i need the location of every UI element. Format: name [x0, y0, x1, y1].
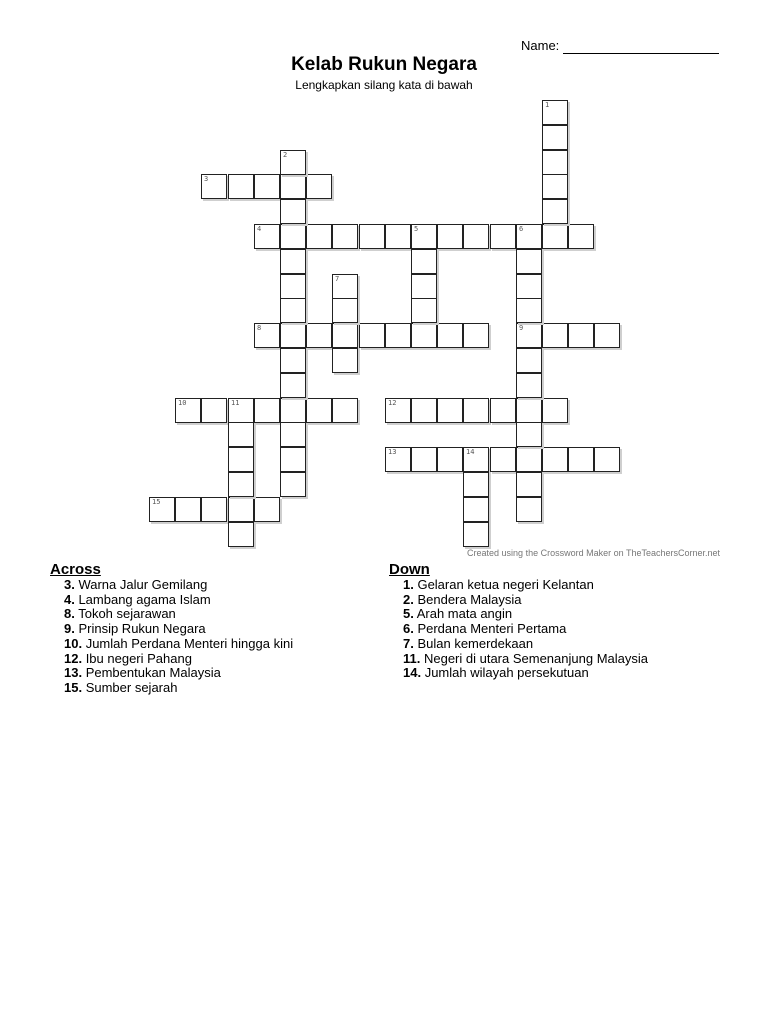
down-heading: Down: [389, 561, 430, 578]
clue-text: Pembentukan Malaysia: [82, 665, 221, 681]
crossword-cell[interactable]: [411, 249, 437, 274]
crossword-cell[interactable]: [542, 447, 568, 472]
crossword-cell[interactable]: [411, 323, 437, 348]
clue-text: Jumlah Perdana Menteri hingga kini: [82, 635, 294, 651]
cell-number: 12: [388, 399, 397, 407]
clue-item: [50, 637, 293, 652]
clue-text: Perdana Menteri Pertama: [413, 621, 567, 637]
crossword-cell[interactable]: [542, 174, 568, 199]
crossword-cell[interactable]: [411, 298, 437, 323]
clue-item: [50, 681, 293, 696]
crossword-cell[interactable]: [280, 472, 306, 497]
crossword-cell[interactable]: [385, 398, 411, 423]
crossword-cell[interactable]: [175, 398, 201, 423]
crossword-cell[interactable]: [516, 373, 542, 398]
clue-number: 5.: [403, 606, 414, 622]
crossword-cell[interactable]: [542, 323, 568, 348]
crossword-cell[interactable]: [463, 497, 489, 522]
clue-text: Sumber sejarah: [82, 679, 178, 695]
clue-item: [50, 578, 293, 593]
crossword-cell[interactable]: [516, 274, 542, 299]
clue-item: [389, 637, 648, 652]
crossword-cell[interactable]: [228, 497, 254, 522]
crossword-cell[interactable]: [280, 150, 306, 175]
crossword-cell[interactable]: [516, 298, 542, 323]
clue-number: 3.: [64, 577, 75, 592]
cell-number: 7: [335, 275, 340, 283]
clue-number: 4.: [64, 591, 75, 607]
crossword-cell[interactable]: [516, 323, 542, 348]
crossword-cell[interactable]: [463, 522, 489, 547]
clue-item: [50, 593, 293, 608]
cell-number: 13: [388, 448, 397, 456]
crossword-cell[interactable]: [542, 150, 568, 175]
crossword-cell[interactable]: [280, 447, 306, 472]
page-subtitle: Lengkapkan silang kata di bawah: [295, 78, 473, 92]
page-title: Kelab Rukun Negara: [291, 54, 477, 75]
crossword-cell[interactable]: [516, 422, 542, 447]
down-clues: [389, 561, 648, 681]
crossword-cell[interactable]: [463, 323, 489, 348]
crossword-cell[interactable]: [332, 224, 358, 249]
crossword-cell[interactable]: [359, 323, 385, 348]
crossword-cell[interactable]: [594, 323, 620, 348]
crossword-cell[interactable]: [385, 224, 411, 249]
crossword-cell[interactable]: [516, 472, 542, 497]
crossword-cell[interactable]: [332, 398, 358, 423]
clue-number: 9.: [64, 621, 75, 637]
crossword-cell[interactable]: [463, 224, 489, 249]
clue-text: Prinsip Rukun Negara: [74, 621, 206, 637]
crossword-cell[interactable]: [280, 398, 306, 423]
crossword-cell[interactable]: [280, 422, 306, 447]
crossword-cell[interactable]: [254, 398, 280, 423]
clue-item: [50, 666, 293, 681]
crossword-cell[interactable]: [463, 447, 489, 472]
crossword-cell[interactable]: [542, 199, 568, 224]
crossword-cell[interactable]: [280, 249, 306, 274]
crossword-cell[interactable]: [228, 398, 254, 423]
clue-text: Gelaran ketua negeri Kelantan: [413, 577, 594, 592]
crossword-cell[interactable]: [542, 224, 568, 249]
clue-item: [389, 578, 648, 593]
clue-text: Tokoh sejarawan: [74, 606, 176, 622]
clue-number: 12.: [64, 650, 83, 666]
crossword-cell[interactable]: [516, 398, 542, 423]
crossword-cell[interactable]: [463, 398, 489, 423]
crossword-cell[interactable]: [332, 348, 358, 373]
crossword-cell[interactable]: [542, 398, 568, 423]
crossword-cell[interactable]: [280, 323, 306, 348]
crossword-cell[interactable]: [359, 224, 385, 249]
crossword-cell[interactable]: [280, 373, 306, 398]
credit-text: Created using the Crossword Maker on TheTeachersCorner.net: [467, 548, 720, 558]
clue-item: [389, 622, 648, 637]
across-heading: Across: [50, 561, 101, 578]
clue-number: 2.: [403, 591, 414, 607]
crossword-cell[interactable]: [516, 249, 542, 274]
name-label: Name:: [521, 38, 560, 53]
crossword-cell[interactable]: [516, 348, 542, 373]
clue-text: Lambang agama Islam: [74, 591, 211, 607]
crossword-cell[interactable]: [516, 224, 542, 249]
crossword-cell[interactable]: [254, 323, 280, 348]
clue-number: 10.: [64, 635, 83, 651]
crossword-cell[interactable]: [280, 224, 306, 249]
cell-number: 14: [466, 448, 475, 456]
clue-text: Bendera Malaysia: [413, 591, 522, 607]
crossword-cell[interactable]: [411, 224, 437, 249]
clue-text: Warna Jalur Gemilang: [74, 577, 208, 592]
crossword-cell[interactable]: [516, 447, 542, 472]
crossword-cell[interactable]: [332, 298, 358, 323]
crossword-cell[interactable]: [254, 174, 280, 199]
clue-number: 7.: [403, 635, 414, 651]
crossword-cell[interactable]: [437, 398, 463, 423]
cell-number: 8: [257, 324, 262, 332]
clue-item: [389, 652, 648, 667]
clue-item: [389, 607, 648, 622]
clue-number: 6.: [403, 621, 414, 637]
crossword-cell[interactable]: [542, 125, 568, 150]
crossword-cell[interactable]: [542, 100, 568, 125]
crossword-cell[interactable]: [201, 398, 227, 423]
clue-number: 1.: [403, 577, 414, 592]
crossword-cell[interactable]: [594, 447, 620, 472]
crossword-cell[interactable]: [437, 224, 463, 249]
cell-number: 11: [231, 399, 240, 407]
crossword-cell[interactable]: [254, 224, 280, 249]
crossword-cell[interactable]: [306, 398, 332, 423]
cell-number: 2: [283, 151, 288, 159]
clue-text: Jumlah wilayah persekutuan: [421, 665, 589, 681]
crossword-cell[interactable]: [228, 174, 254, 199]
cell-number: 6: [519, 225, 524, 233]
crossword-cell[interactable]: [437, 447, 463, 472]
crossword-cell[interactable]: [568, 323, 594, 348]
across-clues: [50, 561, 293, 696]
crossword-cell[interactable]: [411, 274, 437, 299]
clue-item: [50, 652, 293, 667]
crossword-cell[interactable]: [306, 174, 332, 199]
crossword-cell[interactable]: [411, 447, 437, 472]
cell-number: 5: [414, 225, 419, 233]
clue-text: Ibu negeri Pahang: [82, 650, 192, 666]
crossword-cell[interactable]: [201, 497, 227, 522]
cell-number: 1: [545, 101, 550, 109]
crossword-cell[interactable]: [306, 224, 332, 249]
crossword-cell[interactable]: [201, 174, 227, 199]
clue-item: [50, 607, 293, 622]
crossword-cell[interactable]: [463, 472, 489, 497]
cell-number: 9: [519, 324, 524, 332]
crossword-cell[interactable]: [385, 447, 411, 472]
crossword-cell[interactable]: [306, 323, 332, 348]
crossword-cell[interactable]: [228, 472, 254, 497]
crossword-cell[interactable]: [332, 323, 358, 348]
crossword-cell[interactable]: [385, 323, 411, 348]
clue-text: Negeri di utara Semenanjung Malaysia: [420, 650, 648, 666]
clue-number: 8.: [64, 606, 75, 622]
clue-item: [389, 593, 648, 608]
crossword-cell[interactable]: [175, 497, 201, 522]
cell-number: 15: [152, 498, 161, 506]
cell-number: 3: [204, 175, 209, 183]
crossword-cell[interactable]: [516, 497, 542, 522]
crossword-cell[interactable]: [568, 224, 594, 249]
crossword-cell[interactable]: [490, 224, 516, 249]
crossword-cell[interactable]: [280, 174, 306, 199]
clue-number: 11.: [403, 650, 421, 666]
crossword-cell[interactable]: [490, 447, 516, 472]
crossword-cell[interactable]: [228, 522, 254, 547]
clue-number: 13.: [64, 665, 83, 681]
crossword-cell[interactable]: [280, 274, 306, 299]
clue-item: [50, 622, 293, 637]
clue-text: Arah mata angin: [413, 606, 513, 622]
crossword-cell[interactable]: [437, 323, 463, 348]
crossword-cell[interactable]: [280, 348, 306, 373]
crossword-cell[interactable]: [228, 447, 254, 472]
cell-number: 10: [178, 399, 187, 407]
crossword-cell[interactable]: [254, 497, 280, 522]
crossword-cell[interactable]: [568, 447, 594, 472]
crossword-cell[interactable]: [280, 298, 306, 323]
crossword-cell[interactable]: [490, 398, 516, 423]
clue-text: Bulan kemerdekaan: [413, 635, 534, 651]
crossword-cell[interactable]: [228, 422, 254, 447]
clue-item: [389, 666, 648, 681]
crossword-cell[interactable]: [149, 497, 175, 522]
crossword-cell[interactable]: [280, 199, 306, 224]
crossword-cell[interactable]: [332, 274, 358, 299]
crossword-cell[interactable]: [411, 398, 437, 423]
clue-number: 14.: [403, 665, 422, 681]
clue-number: 15.: [64, 679, 83, 695]
cell-number: 4: [257, 225, 262, 233]
